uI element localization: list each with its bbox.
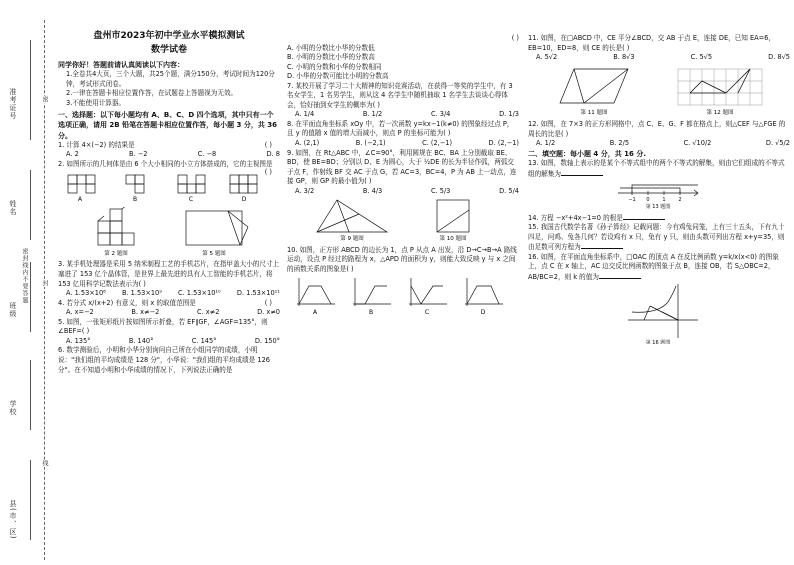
question-7: [287, 82, 519, 120]
option-c[interactable]: C. −8: [197, 150, 217, 159]
q10-figure-caption: 第 10 题图: [439, 236, 467, 243]
option-c[interactable]: C. 5√5: [690, 53, 713, 62]
class-field[interactable]: [30, 262, 31, 332]
question-9: [287, 149, 519, 246]
option-b[interactable]: B. 1.53×10⁹: [121, 289, 162, 298]
seal-mark-xian: 线: [41, 460, 48, 467]
school-label: 学校: [9, 400, 17, 416]
answer-paren: ( ): [622, 43, 630, 52]
option-a[interactable]: A. (2,1): [295, 139, 320, 148]
option-a[interactable]: A: [77, 196, 83, 204]
question-stem: 9. 如图，在 Rt△ABC 中，∠C=90°，利用圆规在 BC、BA 上分别截取 BE、BD，使 BE=BD；分别以 D、E 为圆心，大于 ½DE 的长为半径作弧，两弧交于点 F，作射线 BF 交 AC 于点 G，若 AC=3，BC=4，P 为 AB 上一动点，连接 GP，则 GP 的最小值为: [287, 148, 517, 186]
section-2-heading: 二、填空题：每小题 4 分，共 16 分.: [528, 149, 647, 158]
q13-number-line: [528, 179, 788, 209]
notice-heading: 同学你好！答题前请认真阅读以下内容：: [58, 61, 184, 69]
option-c[interactable]: C: [424, 309, 430, 317]
notice-item: 2.一律在答题卡相应位置作答，在试题卷上答题视为无效。: [66, 89, 238, 98]
answer-blank[interactable]: [623, 213, 665, 220]
option-d[interactable]: D. 1/3: [499, 110, 519, 119]
q2-figure-caption: 第 2 题图: [104, 250, 128, 257]
name-label: 姓名: [9, 200, 17, 216]
q2-solid-figure: [98, 207, 134, 245]
option-b[interactable]: B: [368, 309, 374, 317]
option-d[interactable]: D. (2,−1): [488, 139, 519, 148]
option-c[interactable]: C. 1.53×10¹⁰: [178, 289, 221, 298]
exam-title: 盘州市2023年初中学业水平模拟测试: [93, 31, 245, 41]
question-stem: 14. 方程 −x²+4x−1=0 的根是: [528, 213, 623, 222]
q11-figure-caption: 第 11 题图: [580, 109, 608, 116]
question-stem: 2. 如图所示的几何体是由 6 个大小相同的小立方体搭成的，它的主视图是: [58, 159, 273, 168]
option-a[interactable]: A. 1/4: [295, 110, 315, 119]
option-d[interactable]: D. 1.53×10¹¹: [236, 289, 280, 298]
option-a[interactable]: A. 2: [66, 150, 79, 159]
answer-paren: ( ): [364, 177, 372, 186]
q2-q5-figures: [58, 207, 278, 257]
question-stem: 1. 计算 4×(−2) 的结果是: [58, 140, 135, 149]
option-b[interactable]: B. (−2,1): [355, 139, 386, 148]
option-b[interactable]: B. x≠−2: [131, 308, 160, 317]
option-c[interactable]: C. √10/2: [683, 139, 712, 148]
column-3: [528, 0, 790, 348]
question-1: [58, 141, 280, 160]
answer-blank[interactable]: [599, 272, 641, 279]
question-8: [287, 120, 519, 149]
class-label: 班级: [9, 302, 17, 318]
question-10: [287, 246, 519, 320]
question-stem: 16. 如图，在平面直角坐标系中，□OAC 的顶点 A 在反比例函数 y=k/x(x<0) 的图象上，点 C 在 x 轴上，AC 边交反比例函数的图象于点 B，连接 OB，若 S△OBC=2，AB/BC=2，则 k 的值为: [528, 252, 779, 281]
answer-blank[interactable]: [581, 242, 623, 249]
question-stem: 10. 如图，正方形 ABCD 的边长为 1，点 P 从点 A 出发，沿 D→C→B→A 路线运动，设点 P 经过的路程为 x，△APD 的面积为 y，则能大致反映 y 与 x 之间的函数关系的图象是: [287, 245, 517, 273]
ticket-number-label: 准考证号: [9, 88, 17, 120]
option-d[interactable]: D. 8: [266, 150, 280, 159]
tick-label: −1: [628, 197, 636, 204]
q16-figure-caption: 第 16 题图: [645, 340, 671, 345]
option-d[interactable]: D: [480, 309, 486, 317]
column-1: [58, 0, 280, 375]
question-stem: 12. 如图，在 7×3 的正方形网格中，点 C、E、G、F 都在格点上，则△CEF 与△FGE 的周长的比是: [528, 120, 786, 138]
question-stem: 5. 如图，一张矩形纸片按如图所示折叠，若 EF∥GF，∠AGF=135°，则∠BEF=: [58, 317, 268, 336]
county-label: 县(市、区): [9, 500, 17, 540]
option-d[interactable]: D. 150°: [254, 336, 280, 345]
name-field[interactable]: [30, 170, 31, 240]
option-b[interactable]: B. 小明的分数比小华的分数高: [287, 53, 375, 62]
answer-paren: ( ): [264, 167, 272, 176]
tick-label: 1: [662, 197, 666, 204]
option-b[interactable]: B. 8√3: [613, 53, 635, 62]
answer-paren: ( ): [264, 140, 272, 149]
answer-paren: ( ): [443, 129, 451, 138]
q10-square-figure: [437, 200, 469, 232]
question-15: [528, 223, 790, 253]
question-stem: 4. 若分式 x/(x+2) 有意义，则 x 的取值范围是: [58, 298, 196, 307]
option-c[interactable]: C. 3/4: [430, 110, 451, 119]
option-d[interactable]: D. √5/2: [765, 139, 790, 148]
option-a[interactable]: A. 5√2: [536, 53, 558, 62]
option-c[interactable]: C. 145°: [191, 336, 217, 345]
question-2: [58, 160, 280, 261]
option-a[interactable]: A. 135°: [66, 336, 91, 345]
answer-blank[interactable]: [561, 169, 603, 176]
question-stem: 3. 某手机处理器是采用 5 纳米制程工艺的手机芯片，在指甲盖大小的尺寸上塞进了 153 亿个晶体管，是世界上最先进的具有人工智能的手机芯片，将 153 亿用科学记数法表示为: [58, 260, 280, 288]
answer-paren: ( ): [81, 327, 90, 336]
notice-item: 1.全卷共4大页，三个大题，共25个题，满分150分，考试时间为120分钟，考试形式闭卷。: [66, 70, 275, 88]
option-d[interactable]: D. 小华的分数可能比小明的分数高: [287, 72, 389, 81]
option-c[interactable]: C. x≠2: [196, 308, 220, 317]
answer-paren: ( ): [560, 129, 569, 138]
question-16: [528, 253, 790, 348]
q2-view-options-figure: [58, 169, 278, 203]
q12-grid-figure: [678, 69, 762, 105]
q10-graph-options: [287, 274, 517, 316]
option-c[interactable]: C. 5/3: [430, 186, 451, 195]
q5-figure-caption: 第 5 题图: [202, 250, 226, 257]
question-13: [528, 159, 790, 213]
question-6-start: [58, 346, 280, 375]
question-11: [528, 34, 790, 120]
option-b[interactable]: B. 4/3: [362, 186, 383, 195]
question-stem: 7. 某校开展了学习二十大精神的知识竞赛活动，在获得一等奖的学生中，有 3 名女学生，1 名男学生，则从这 4 名学生中随机抽取 1 名学生去谈谈心得体会，恰好抽到女学生的概率为: [287, 81, 513, 109]
q12-figure-caption: 第 12 题图: [706, 109, 734, 116]
q16-coordinate-figure: [528, 282, 788, 344]
option-b[interactable]: B: [132, 196, 138, 204]
question-5: [58, 318, 280, 347]
question-3: [58, 260, 280, 298]
answer-paren: ( ): [264, 298, 272, 307]
option-c[interactable]: C. 小明的分数和小华的分数相同: [287, 62, 382, 71]
q11-parallelogram-figure: [560, 69, 628, 103]
option-a[interactable]: A. 1/2: [536, 139, 556, 148]
question-stem: 11. 如图，在□ABCD 中，CE 平分∠BCD，交 AB 于点 E，连接 DE，已知 EA=6，EB=10，ED=8，则 CE 的长是: [528, 34, 775, 52]
question-stem: 8. 在平面直角坐标系 xOy 中，若一次函数 y=kx−1(k≠0) 的图象经过点 P，且 y 的值随 x 值的增大而减小，则点 P 的坐标可能为: [287, 119, 514, 138]
answer-paren: ( ): [372, 100, 380, 109]
tick-label: 2: [678, 197, 682, 204]
option-b[interactable]: B. −2: [129, 150, 148, 159]
option-a[interactable]: A. 1.53×10⁸: [66, 289, 106, 298]
question-stem: 13. 如图，数轴上表示的是某个不等式组中的两个不等式的解集，则由它们组成的不等式组的解集为: [528, 158, 785, 178]
binding-strip: [0, 0, 56, 565]
option-b[interactable]: B. 1/2: [362, 110, 383, 119]
option-a[interactable]: A. x=−2: [66, 308, 94, 317]
section-1-heading: 一、选择题：以下每小题均有 A、B、C、D 四个选项，其中只有一个选项正确，请用 2B 铅笔在答题卡相应位置作答，每小题 3 分，共 36 分。: [58, 111, 278, 140]
question-stem: 6. 数学测验后，小明和小华分别询问自己所在小组同学的成绩，小明说："我们组的平均成绩是 128 分"，小华说："我们组的平均成绩是 126 分"。在不知道小明和小华成绩的情况下，下列说法正确的是: [58, 346, 270, 374]
answer-paren: ( ): [138, 279, 146, 288]
q11-q12-figures: [528, 63, 788, 117]
option-a[interactable]: A: [312, 309, 318, 317]
option-b[interactable]: B. 140°: [128, 336, 154, 345]
question-4: [58, 299, 280, 318]
q13-figure-caption: 第 13 题图: [645, 204, 671, 210]
option-d[interactable]: D. 8√5: [768, 53, 790, 62]
tick-label: 0: [646, 197, 650, 204]
exam-subtitle: 数学试卷: [150, 44, 187, 55]
option-d[interactable]: D: [241, 196, 247, 204]
question-6: [287, 34, 519, 82]
ticket-number-field[interactable]: [30, 40, 31, 140]
option-c[interactable]: C. (2,−1): [422, 139, 453, 148]
q9-triangle-figure: [317, 200, 387, 232]
option-a[interactable]: A. 小明的分数比小华的分数低: [287, 43, 375, 52]
answer-paren: ( ): [511, 34, 519, 42]
option-d[interactable]: D. 5/4: [499, 186, 519, 195]
column-2: [287, 0, 519, 320]
option-c[interactable]: C: [188, 196, 194, 204]
answer-paren: ( ): [346, 264, 354, 273]
option-b[interactable]: B. 2/5: [609, 139, 630, 148]
seal-line-text: 密封线内不要答题: [21, 248, 28, 304]
seal-mark-mi: 密: [41, 96, 48, 103]
q9-q10-figures: [287, 196, 517, 242]
school-field[interactable]: [30, 360, 31, 430]
seal-mark-feng: 封: [41, 280, 48, 287]
question-stem: 15. 我国古代数学名著《孙子算经》记载问题：今有鸡兔同笼，上有三十五头，下有九十四足，问鸡、兔各几何？若设鸡有 x 只，兔有 y 只，则由头数可列出方程 x+y=35，则由足数可列方程为: [528, 223, 785, 252]
notice-item: 3.不能使用计算器。: [66, 98, 126, 107]
q5-fold-figure: [186, 211, 248, 245]
county-field[interactable]: [30, 460, 31, 540]
q9-figure-caption: 第 9 题图: [340, 236, 364, 243]
option-d[interactable]: D. x≠0: [257, 308, 280, 317]
question-14: [528, 213, 790, 224]
option-a[interactable]: A. 3/2: [295, 186, 315, 195]
question-12: [528, 120, 790, 149]
